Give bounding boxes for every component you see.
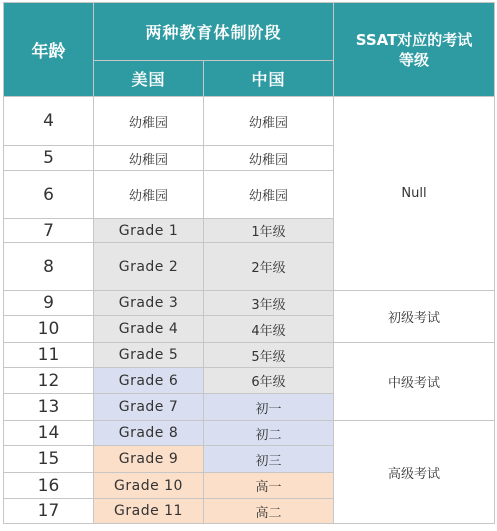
us-stage-cell: Grade 2	[94, 243, 204, 291]
age-cell: 15	[4, 446, 94, 473]
age-cell: 16	[4, 473, 94, 499]
age-cell: 5	[4, 146, 94, 171]
age-cell: 4	[4, 97, 94, 146]
cn-stage-cell: 初二	[204, 421, 334, 446]
header-systems: 两种教育体制阶段	[94, 3, 334, 61]
us-stage-cell: Grade 9	[94, 446, 204, 473]
us-stage-cell: 幼稚园	[94, 97, 204, 146]
cn-stage-cell: 幼稚园	[204, 97, 334, 146]
age-cell: 8	[4, 243, 94, 291]
cn-stage-cell: 3年级	[204, 291, 334, 316]
header-cn: 中国	[204, 61, 334, 97]
header-us: 美国	[94, 61, 204, 97]
cn-stage-cell: 幼稚园	[204, 146, 334, 171]
ssat-level-cell: Null	[334, 97, 495, 291]
cn-stage-cell: 初三	[204, 446, 334, 473]
us-stage-cell: Grade 3	[94, 291, 204, 316]
us-stage-cell: Grade 5	[94, 343, 204, 368]
table-row	[4, 343, 495, 368]
age-cell: 13	[4, 394, 94, 421]
age-cell: 12	[4, 368, 94, 394]
age-cell: 17	[4, 499, 94, 524]
us-stage-cell: Grade 4	[94, 316, 204, 343]
cn-stage-cell: 4年级	[204, 316, 334, 343]
us-stage-cell: Grade 1	[94, 219, 204, 243]
header-ssat-line1: SSAT对应的考试	[355, 30, 473, 49]
header-ssat-line2: 等级	[398, 50, 429, 69]
age-cell: 6	[4, 171, 94, 219]
cn-stage-cell: 2年级	[204, 243, 334, 291]
ssat-level-cell: 高级考试	[334, 421, 495, 524]
cn-stage-cell: 高一	[204, 473, 334, 499]
age-cell: 7	[4, 219, 94, 243]
age-cell: 11	[4, 343, 94, 368]
us-stage-cell: Grade 7	[94, 394, 204, 421]
table-row	[4, 291, 495, 316]
age-cell: 10	[4, 316, 94, 343]
us-stage-cell: Grade 11	[94, 499, 204, 524]
header-age: 年龄	[4, 3, 94, 97]
table-row	[4, 421, 495, 446]
ssat-grade-table	[3, 2, 495, 524]
us-stage-cell: Grade 6	[94, 368, 204, 394]
table-row	[4, 97, 495, 146]
cn-stage-cell: 高二	[204, 499, 334, 524]
age-cell: 9	[4, 291, 94, 316]
ssat-level-cell: 初级考试	[334, 291, 495, 343]
us-stage-cell: 幼稚园	[94, 171, 204, 219]
us-stage-cell: Grade 10	[94, 473, 204, 499]
age-cell: 14	[4, 421, 94, 446]
cn-stage-cell: 1年级	[204, 219, 334, 243]
cn-stage-cell: 5年级	[204, 343, 334, 368]
us-stage-cell: Grade 8	[94, 421, 204, 446]
us-stage-cell: 幼稚园	[94, 146, 204, 171]
ssat-level-cell: 中级考试	[334, 343, 495, 421]
header-ssat	[334, 3, 495, 97]
cn-stage-cell: 6年级	[204, 368, 334, 394]
cn-stage-cell: 幼稚园	[204, 171, 334, 219]
cn-stage-cell: 初一	[204, 394, 334, 421]
